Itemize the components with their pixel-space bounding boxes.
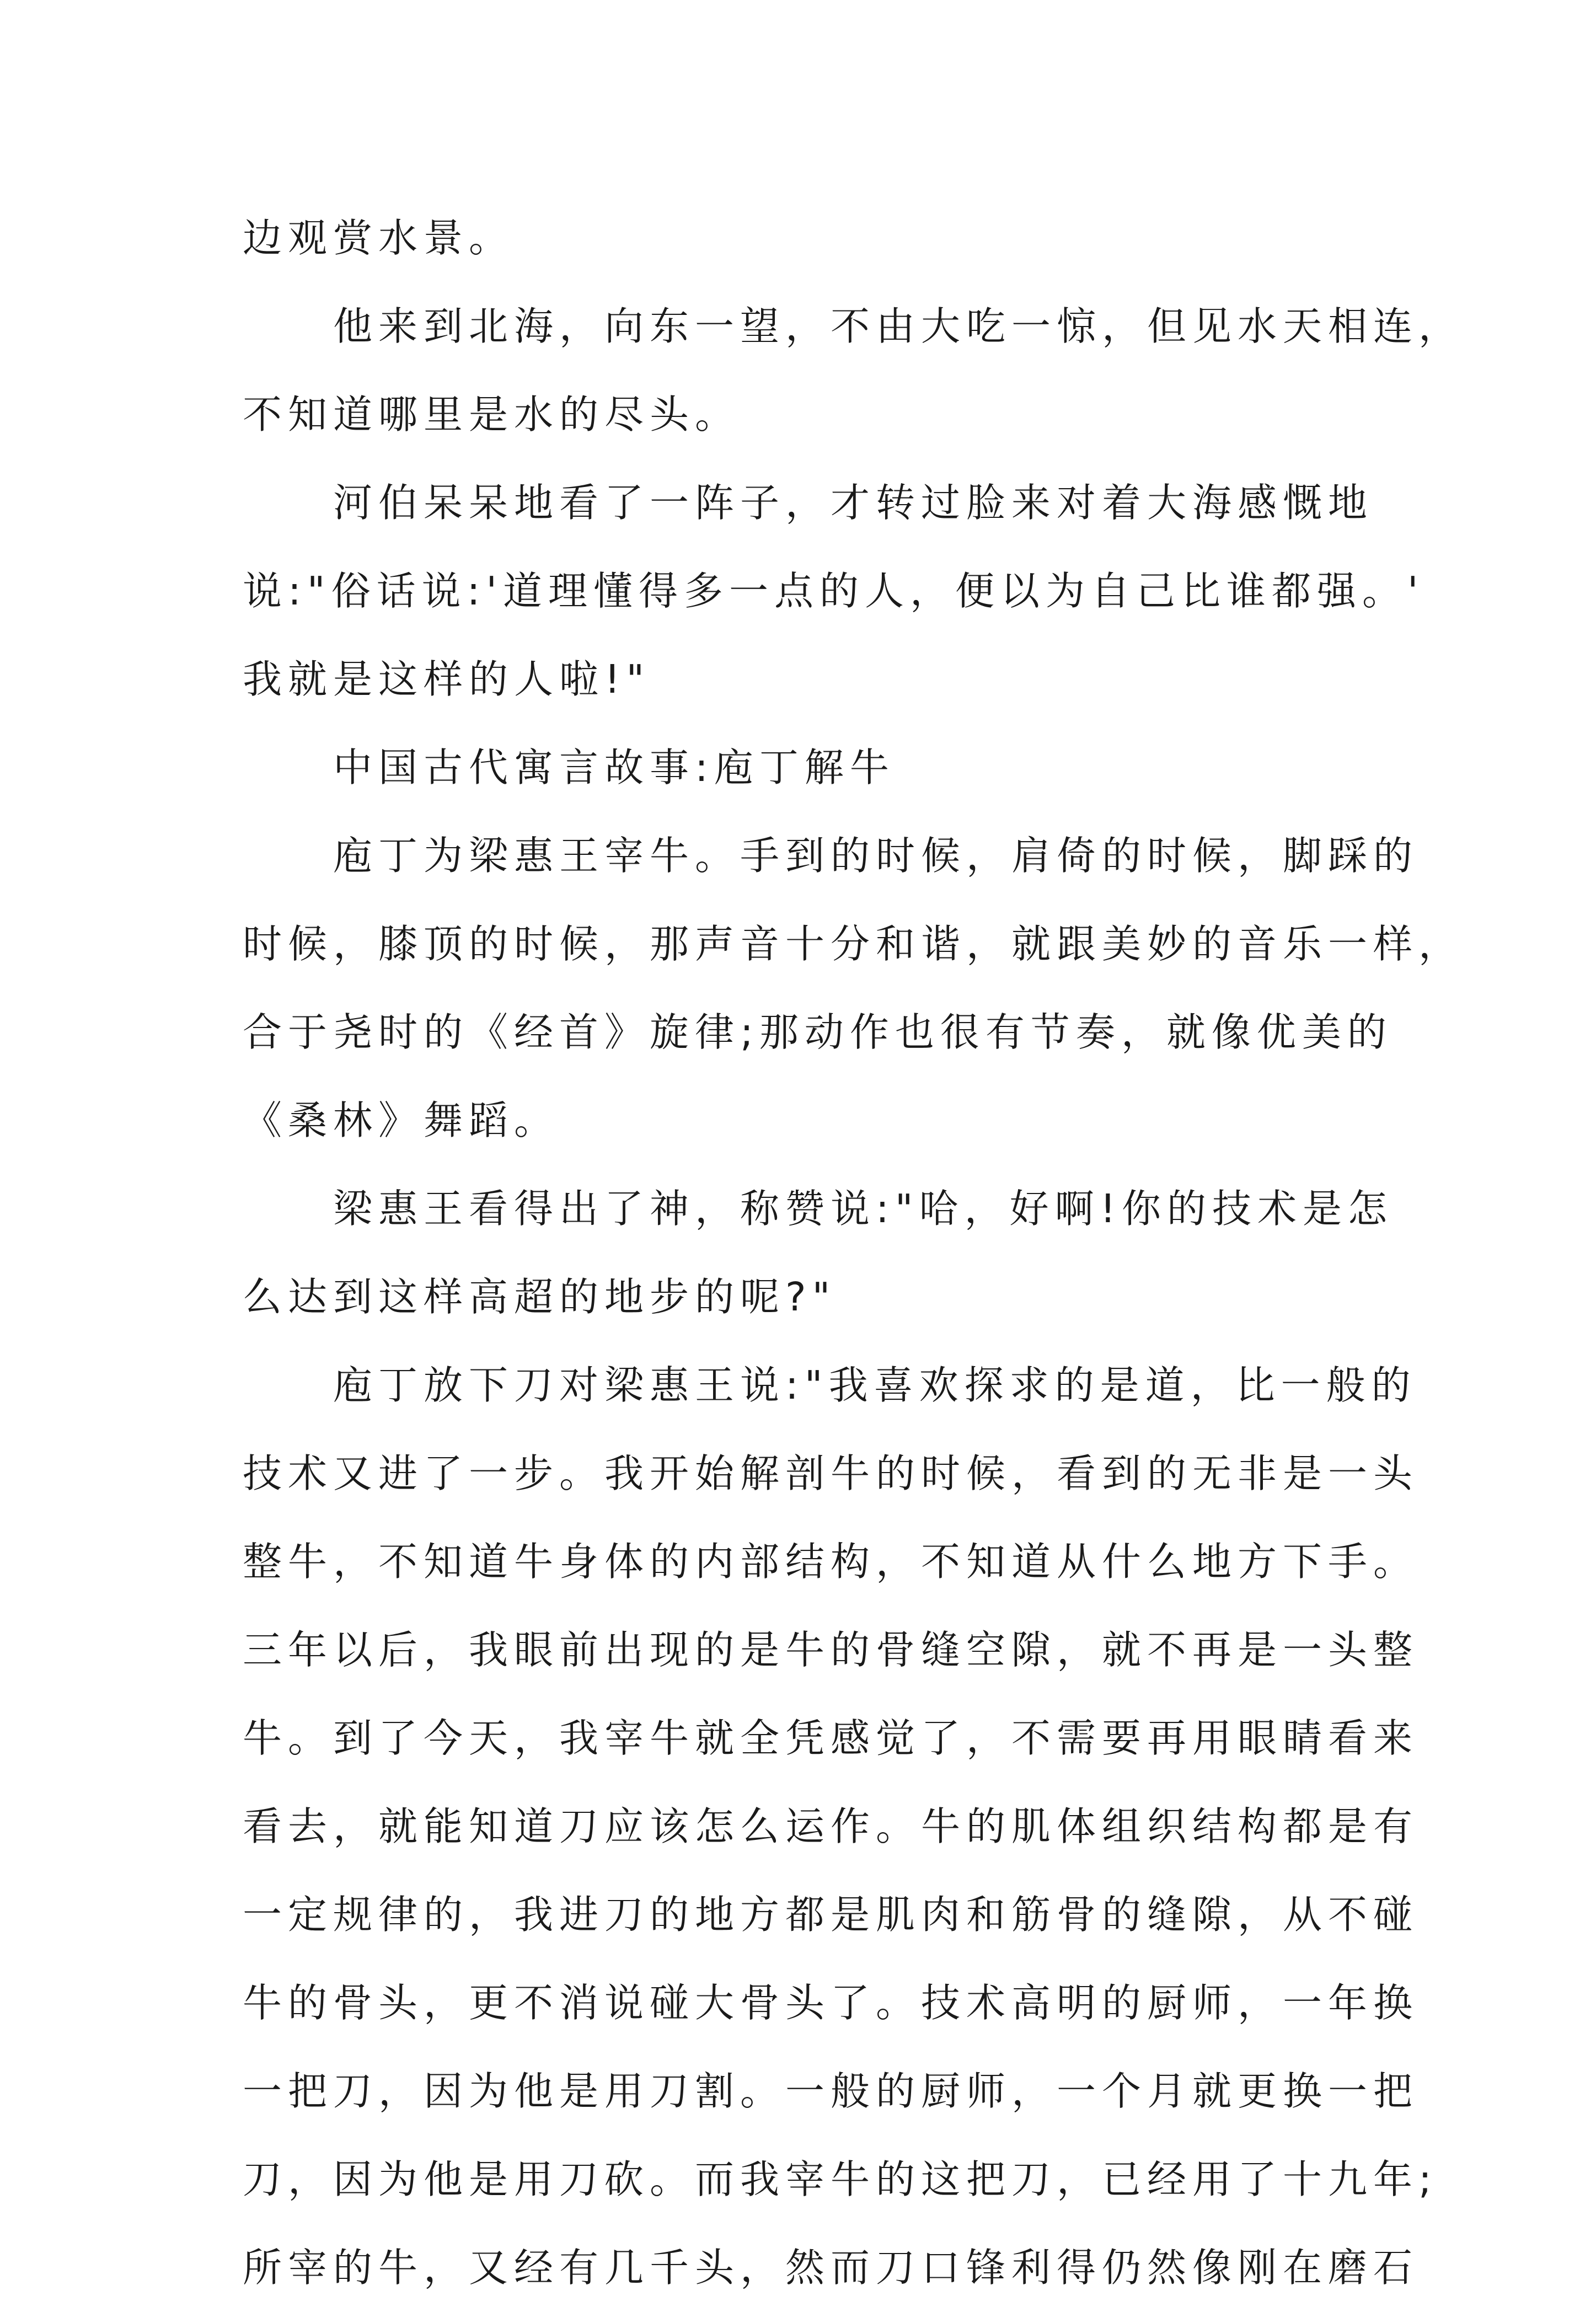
text-line: 刀，因为他是用刀砍。而我宰牛的这把刀，已经用了十九年; (243, 2156, 1438, 2202)
text-line: 牛。到了今天，我宰牛就全凭感觉了，不需要再用眼睛看来 (243, 1715, 1419, 1761)
text-line: 么达到这样高超的地步的呢?" (243, 1274, 837, 1320)
text-line: 《桑林》舞蹈。 (243, 1098, 560, 1143)
text-line: 所宰的牛，又经有几千头，然而刀口锋利得仍然像刚在磨石 (243, 2245, 1419, 2290)
text-line: 河伯呆呆地看了一阵子，才转过脸来对着大海感慨地 (333, 480, 1374, 526)
text-line: 他来到北海，向东一望，不由大吃一惊，但见水天相连， (333, 303, 1464, 349)
text-line: 边观赏水景。 (243, 215, 515, 261)
text-line: 梁惠王看得出了神，称赞说:"哈，好啊!你的技术是怎 (333, 1186, 1394, 1232)
text-line: 不知道哪里是水的尽头。 (243, 392, 741, 437)
text-line: 合于尧时的《经首》旋律;那动作也很有节奏，就像优美的 (243, 1009, 1393, 1055)
text-line: 牛的骨头，更不消说碰大骨头了。技术高明的厨师，一年换 (243, 1980, 1419, 2026)
text-line: 技术又进了一步。我开始解剖牛的时候，看到的无非是一头 (243, 1451, 1419, 1496)
text-line: 时候，膝顶的时候，那声音十分和谐，就跟美妙的音乐一样， (243, 921, 1464, 967)
text-line: 庖丁放下刀对梁惠王说:"我喜欢探求的是道，比一般的 (333, 1362, 1417, 1408)
document-body (243, 194, 1464, 2312)
section-heading: 中国古代寓言故事:庖丁解牛 (333, 745, 895, 790)
text-line: 看去，就能知道刀应该怎么运作。牛的肌体组织结构都是有 (243, 1803, 1419, 1849)
text-line: 庖丁为梁惠王宰牛。手到的时候，肩倚的时候，脚踩的 (333, 833, 1419, 879)
text-line: 说:"俗话说:'道理懂得多一点的人，便以为自己比谁都强。' (243, 568, 1424, 614)
text-line: 三年以后，我眼前出现的是牛的骨缝空隙，就不再是一头整 (243, 1627, 1419, 1673)
text-line: 一定规律的，我进刀的地方都是肌肉和筋骨的缝隙，从不碰 (243, 1892, 1419, 1938)
text-line: 整牛，不知道牛身体的内部结构，不知道从什么地方下手。 (243, 1539, 1419, 1585)
text-line: 我就是这样的人啦!" (243, 656, 651, 702)
text-line: 一把刀，因为他是用刀割。一般的厨师，一个月就更换一把 (243, 2068, 1419, 2114)
